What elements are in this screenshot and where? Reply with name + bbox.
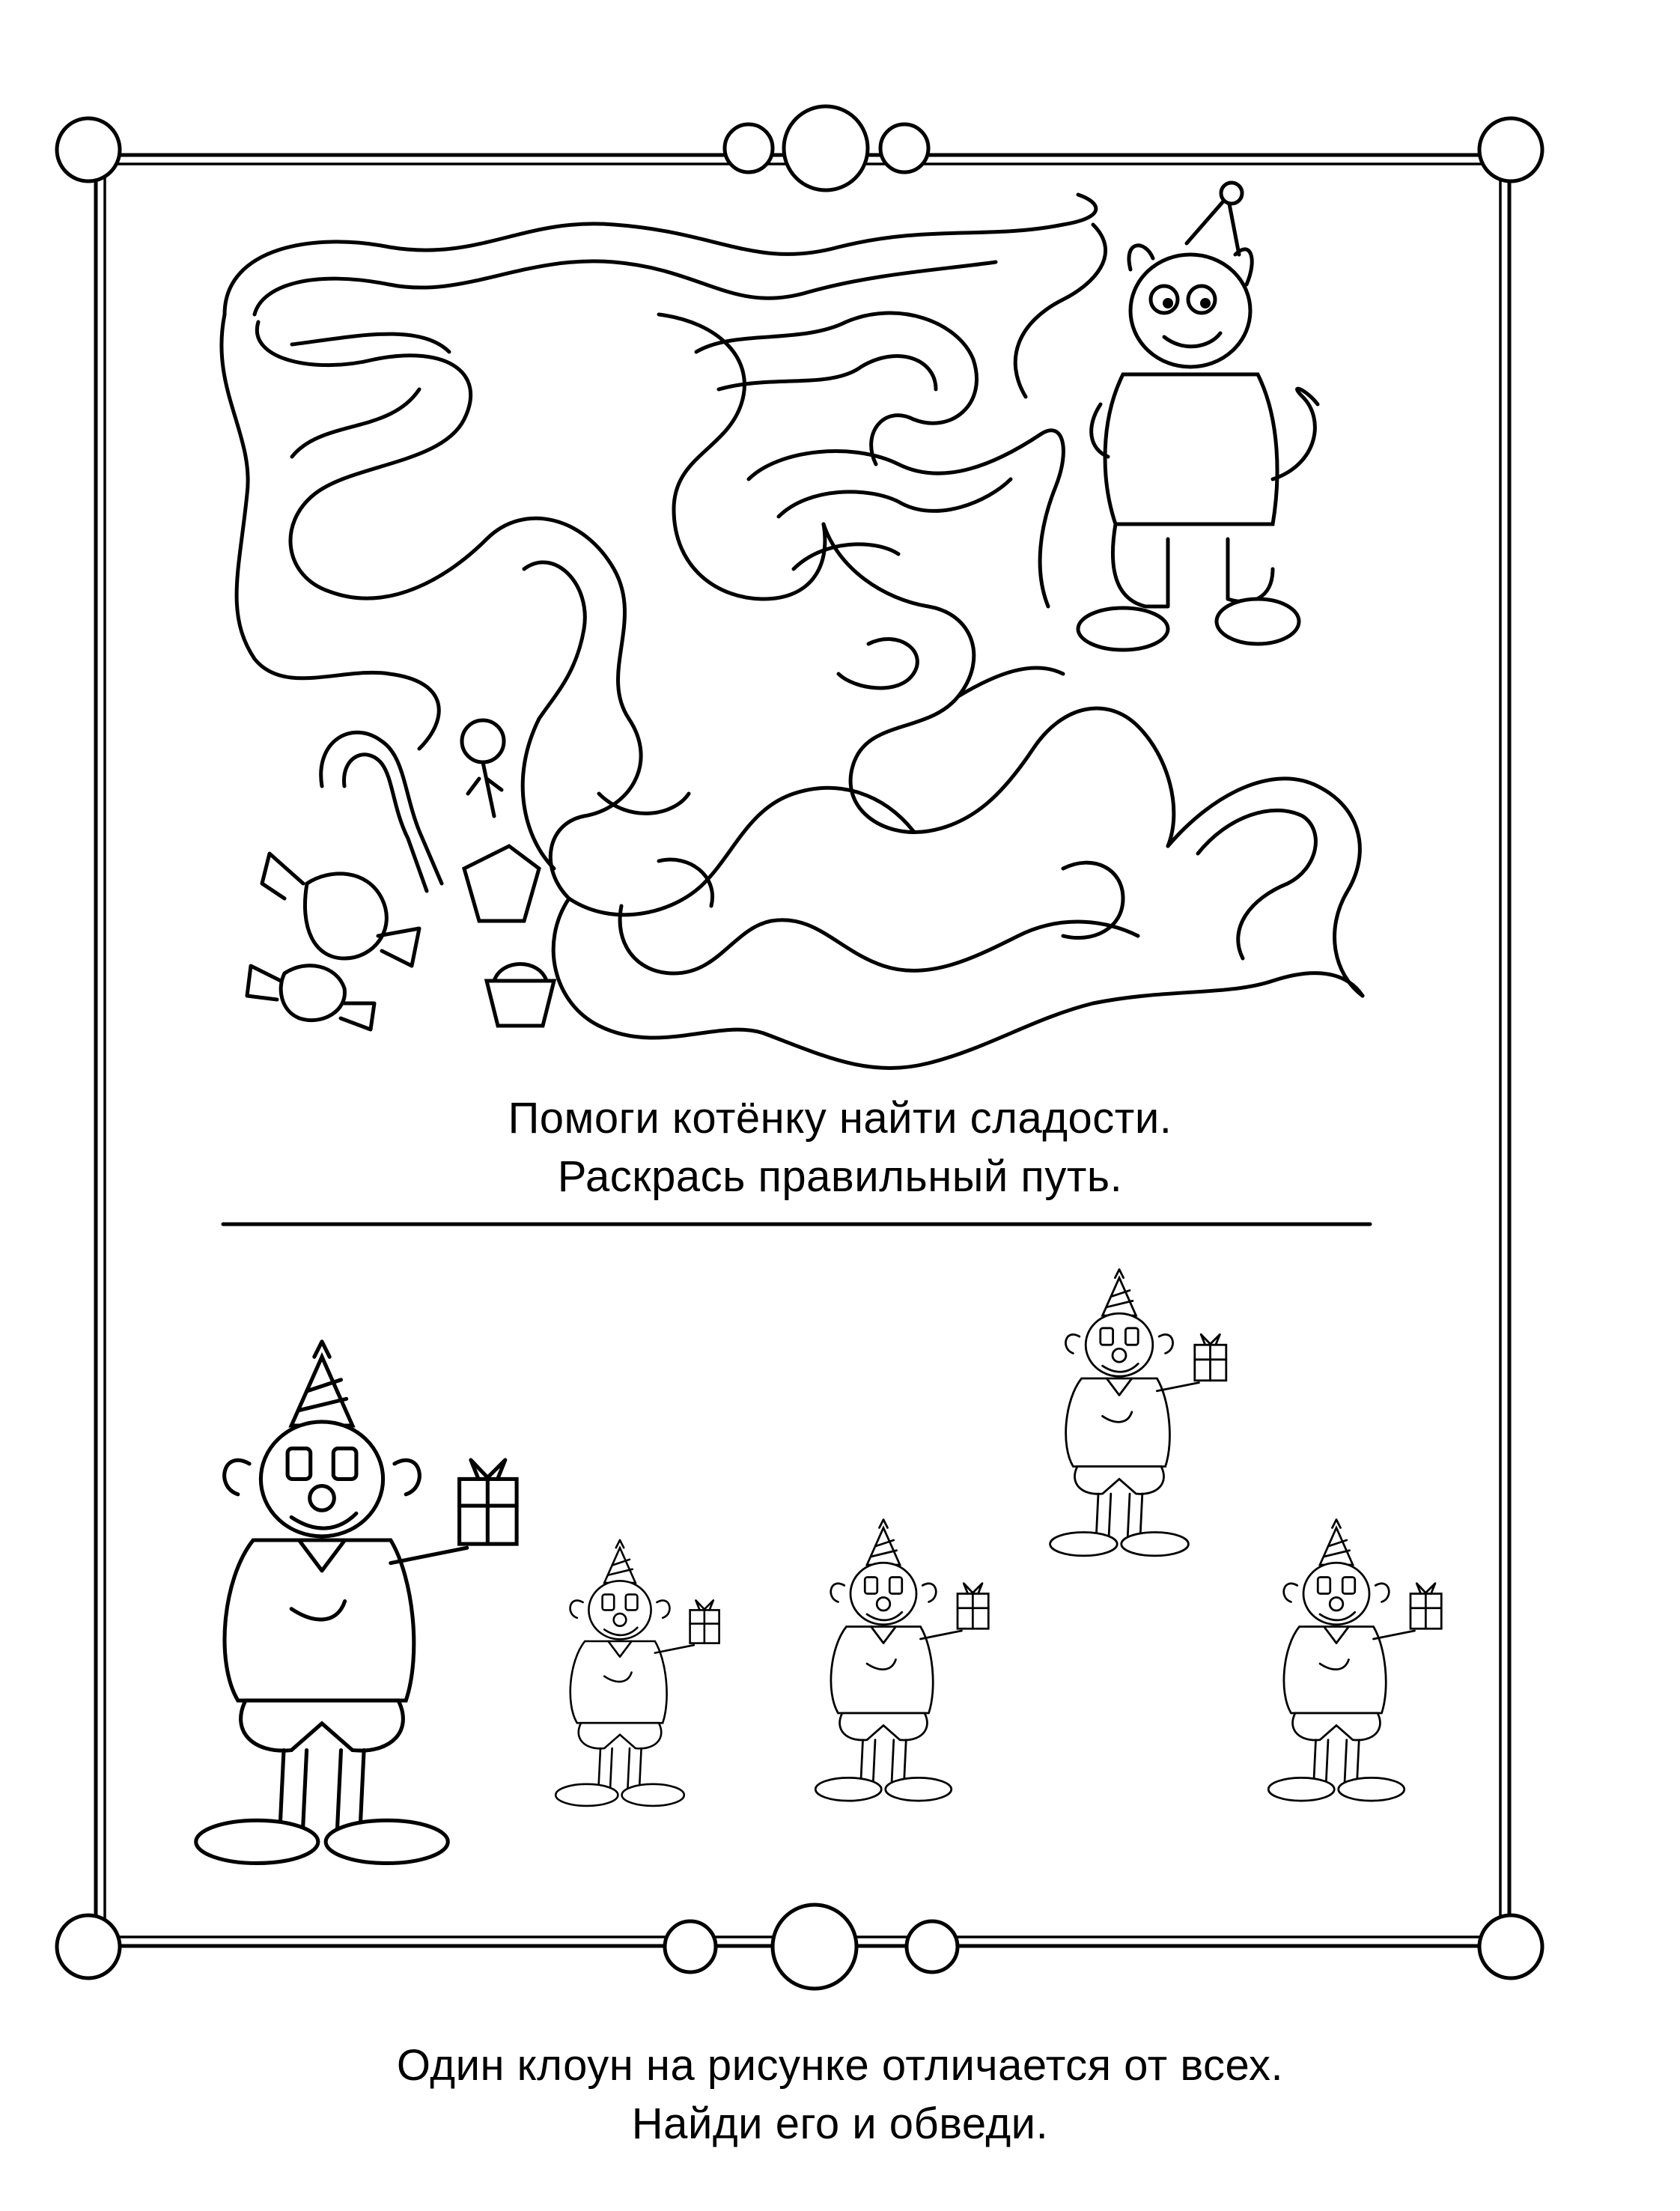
candy-icon xyxy=(305,874,386,958)
clown-instruction-line-2: Найди его и обведи. xyxy=(631,2099,1049,2148)
frame-circle-large xyxy=(784,106,868,190)
maze-instruction-line-1: Помоги котёнку найти сладости. xyxy=(508,1094,1172,1143)
frame-circle xyxy=(665,1921,716,1972)
large-clown xyxy=(196,1342,517,1864)
lollipop-icon xyxy=(462,720,504,762)
corner-circle-bottom-left xyxy=(57,1915,120,1978)
frame-circle-large xyxy=(773,1905,856,1989)
cupcake-icon xyxy=(487,981,554,1026)
chocolate-icon xyxy=(464,846,539,921)
sweets-illustration xyxy=(247,720,554,1030)
candy-icon xyxy=(281,966,344,1021)
corner-circle-top-left xyxy=(57,118,120,181)
clown-2 xyxy=(815,1520,988,1801)
clown-1 xyxy=(556,1540,719,1806)
kitten-illustration xyxy=(1078,183,1318,650)
clown-instruction-line-1: Один клоун на рисунке отличается от всех. xyxy=(396,2041,1284,2090)
clown-3 xyxy=(1050,1269,1226,1555)
frame-circle xyxy=(880,124,928,172)
frame-circle xyxy=(725,124,773,172)
maze-instructions xyxy=(0,1089,1680,1206)
corner-circle-top-right xyxy=(1479,118,1542,181)
corner-circle-bottom-right xyxy=(1479,1915,1542,1978)
maze-instruction-line-2: Раскрась правильный путь. xyxy=(557,1152,1123,1201)
clown-4 xyxy=(1268,1520,1441,1801)
clown-instructions xyxy=(0,2037,1680,2153)
frame-circle xyxy=(907,1921,958,1972)
